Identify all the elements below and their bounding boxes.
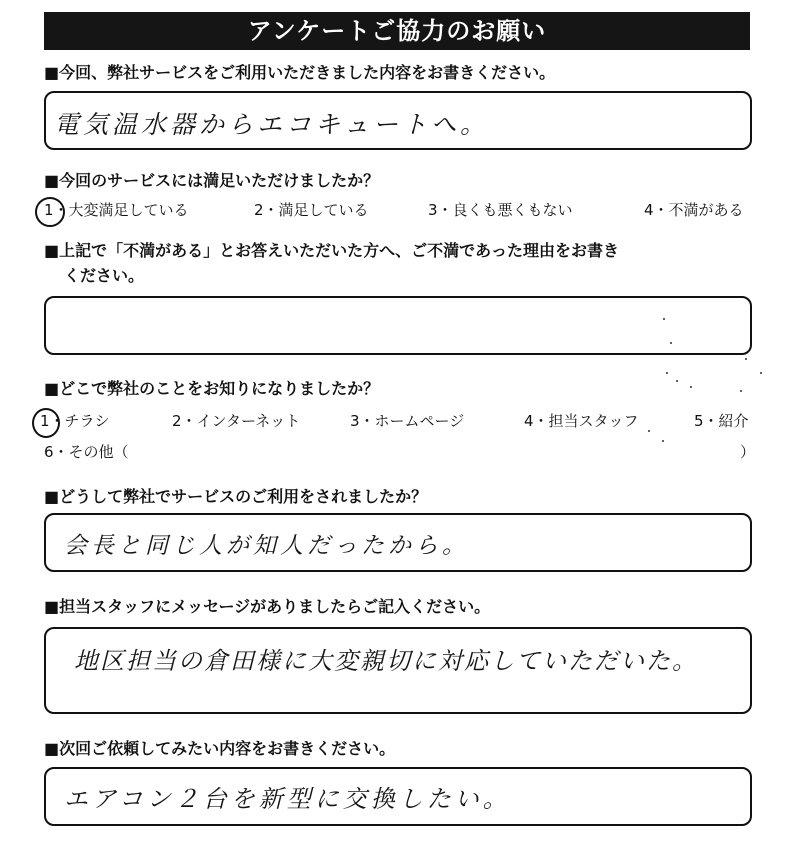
q4-option-3[interactable]: 3・ホームページ (350, 412, 465, 430)
question-4-label: ■どこで弊社のことをお知りになりましたか？ (44, 379, 380, 398)
question-5-label: ■どうして弊社でサービスのご利用をされましたか？ (44, 487, 428, 506)
q2-selected-circle (35, 197, 65, 227)
q2-option-3[interactable]: 3・良くも悪くもない (428, 201, 573, 219)
question-5-answer-box[interactable] (44, 513, 752, 572)
question-7-answer-box[interactable] (44, 767, 752, 826)
scan-noise (662, 440, 664, 442)
question-1-label: ■今回、弊社サービスをご利用いただきました内容をお書きください。 (44, 63, 556, 82)
q4-option-2[interactable]: 2・インターネット (172, 412, 301, 430)
survey-title: アンケートご協力のお願い (44, 12, 750, 50)
q2-option-1[interactable]: 1・大変満足している (44, 201, 189, 219)
scan-noise (760, 372, 762, 374)
question-2-label: ■今回のサービスには満足いただけましたか？ (44, 171, 380, 190)
question-6-answer: 地区担当の倉田様に大変親切に対応していただいた。 (74, 647, 698, 675)
scan-noise (745, 358, 747, 360)
question-7-label: ■次回ご依頼してみたい内容をお書きください。 (44, 739, 396, 758)
q4-option-5[interactable]: 5・紹介 (694, 412, 749, 430)
question-7-answer: エアコン２台を新型に交換したい。 (64, 785, 511, 813)
q4-option-other-close: ） (740, 443, 756, 461)
q4-selected-circle (32, 408, 60, 438)
scan-noise (648, 430, 650, 432)
q2-option-4[interactable]: 4・不満がある (644, 201, 744, 219)
scan-noise (666, 372, 668, 374)
scan-noise (670, 342, 672, 344)
scan-noise (676, 380, 678, 382)
question-1-answer-box[interactable] (44, 91, 752, 150)
scan-noise (690, 386, 692, 388)
question-3-label-line2: ください。 (64, 266, 145, 285)
q4-option-other[interactable]: 6・その他（ (44, 443, 129, 461)
question-1-answer: 電気温水器からエコキュートへ。 (54, 110, 490, 139)
scan-noise (740, 390, 742, 392)
q4-option-1[interactable]: 1・チラシ (40, 412, 110, 430)
question-6-label: ■担当スタッフにメッセージがありましたらご記入ください。 (44, 597, 491, 616)
scan-noise (663, 318, 665, 320)
q4-option-4[interactable]: 4・担当スタッフ (524, 412, 639, 430)
q2-option-2[interactable]: 2・満足している (254, 201, 369, 219)
question-3-label-line1: ■上記で「不満がある」とお答えいただいた方へ、ご不満であった理由をお書き (44, 241, 619, 260)
question-6-answer-box[interactable] (44, 627, 752, 714)
question-3-answer-box[interactable] (44, 296, 752, 355)
question-5-answer: 会長と同じ人が知人だったから。 (64, 533, 469, 559)
